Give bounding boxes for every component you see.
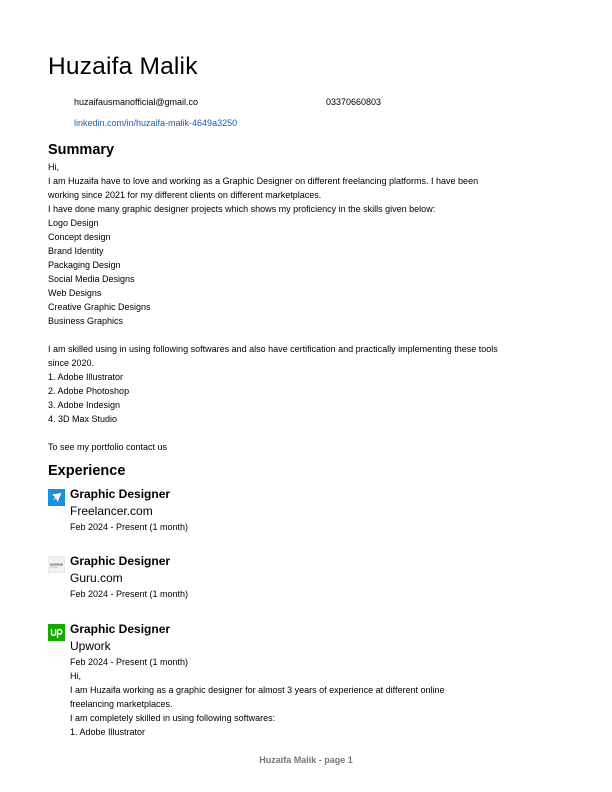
summary-intro-line-1: I am Huzaifa have to love and working as a Graphic Designer on different freelancing platforms. I have been: [48, 176, 479, 186]
software-item: 4. 3D Max Studio: [48, 414, 118, 424]
job-title: Graphic Designer: [70, 487, 171, 501]
summary-text: [48, 160, 558, 454]
job-dates: Feb 2024 - Present (1 month): [70, 589, 189, 599]
job-description-line: 1. Adobe Illustrator: [70, 727, 146, 737]
job-description-line: I am Huzaifa working as a graphic designer for almost 3 years of experience at different online: [70, 685, 445, 695]
skill-item: Brand Identity: [48, 246, 104, 256]
skill-item: Packaging Design: [48, 260, 121, 270]
summary-greeting: Hi,: [48, 162, 59, 172]
software-item: 1. Adobe Illustrator: [48, 372, 124, 382]
page-footer: Huzaifa Malik - page 1: [259, 755, 353, 765]
job-title: Graphic Designer: [70, 554, 171, 568]
skill-item: Business Graphics: [48, 316, 124, 326]
skill-item: Concept design: [48, 232, 111, 242]
upwork-logo-icon: [48, 624, 65, 641]
skill-item: Web Designs: [48, 288, 102, 298]
skill-item: Creative Graphic Designs: [48, 302, 151, 312]
job-description-line: Hi,: [70, 671, 81, 681]
job-title: Graphic Designer: [70, 622, 171, 636]
job-description-line: I am completely skilled in using following softwares:: [70, 713, 276, 723]
experience-heading: Experience: [48, 463, 126, 479]
summary-intro-line-2: working since 2021 for my different clients on different marketplaces.: [48, 190, 322, 200]
skill-item: Logo Design: [48, 218, 99, 228]
portfolio-line: To see my portfolio contact us: [48, 442, 168, 452]
software-item: 2. Adobe Photoshop: [48, 386, 130, 396]
job-dates: Feb 2024 - Present (1 month): [70, 522, 189, 532]
summary-software-line-2: since 2020.: [48, 358, 95, 368]
job-description: [70, 669, 550, 739]
job-description-line: freelancing marketplaces.: [70, 699, 173, 709]
summary-heading: Summary: [48, 142, 115, 158]
linkedin-link[interactable]: linkedin.com/in/huzaifa-malik-4649a3250: [74, 118, 238, 128]
email-address[interactable]: huzaifausmanofficial@gmail.co: [74, 97, 199, 107]
candidate-name: Huzaifa Malik: [48, 53, 198, 80]
summary-projects-line: I have done many graphic designer projects which shows my proficiency in the skills given below:: [48, 204, 436, 214]
summary-software-line-1: I am skilled using in using following softwares and also have certification and practically implementing these tools: [48, 344, 498, 354]
company-name: Upwork: [70, 639, 111, 653]
company-name: Freelancer.com: [70, 504, 153, 518]
phone-number: 03370660803: [326, 97, 382, 107]
company-name: Guru.com: [70, 571, 123, 585]
freelancer-logo-icon: [48, 489, 65, 506]
job-dates: Feb 2024 - Present (1 month): [70, 657, 189, 667]
guru-logo-icon: [48, 556, 65, 573]
skill-item: Social Media Designs: [48, 274, 135, 284]
software-item: 3. Adobe Indesign: [48, 400, 121, 410]
